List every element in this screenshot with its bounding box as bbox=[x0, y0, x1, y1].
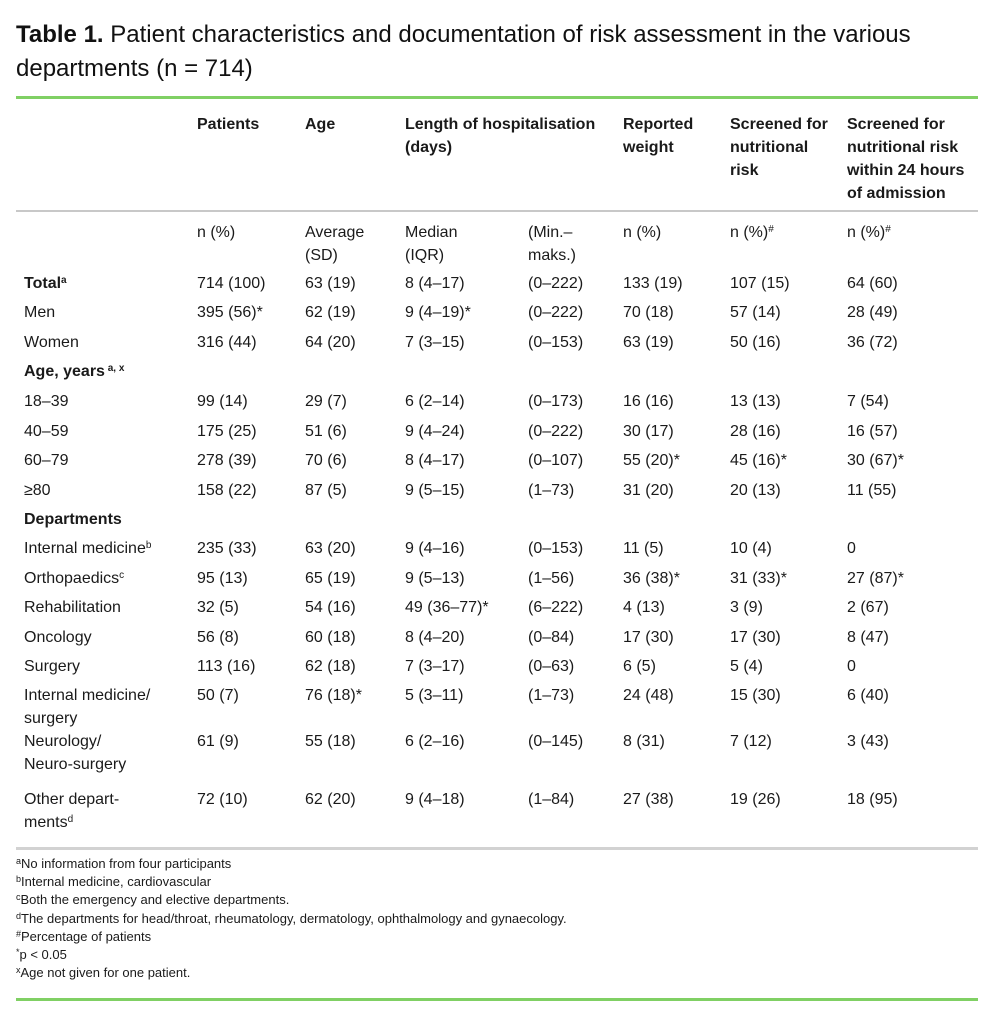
cell-screened: 57 (14) bbox=[730, 304, 781, 321]
cell-screened24: 0 bbox=[847, 540, 856, 557]
cell-weight: 30 (17) bbox=[623, 423, 674, 440]
cell-weight: 31 (20) bbox=[623, 482, 674, 499]
row-label: Oncology bbox=[24, 629, 92, 646]
cell-screened: 15 (30) bbox=[730, 687, 781, 704]
cell-weight: 24 (48) bbox=[623, 687, 674, 704]
cell-screened24: 8 (47) bbox=[847, 629, 889, 646]
cell-minmax: (1–73) bbox=[528, 687, 575, 704]
cell-screened24: 18 (95) bbox=[847, 791, 898, 808]
row-label: 40–59 bbox=[24, 423, 69, 440]
cell-age: 64 (20) bbox=[305, 334, 356, 351]
cell-age: 62 (20) bbox=[305, 791, 356, 808]
cell-screened: 13 (13) bbox=[730, 393, 781, 410]
cell-median: 7 (3–17) bbox=[405, 658, 465, 675]
cell-screened24: 64 (60) bbox=[847, 275, 898, 292]
footnotes bbox=[16, 855, 567, 982]
header-reported-weight: Reported weight bbox=[623, 116, 694, 156]
cell-patients: 61 (9) bbox=[197, 733, 239, 750]
cell-minmax: (0–222) bbox=[528, 304, 584, 321]
cell-minmax: (0–107) bbox=[528, 452, 584, 469]
row-label: Men bbox=[24, 304, 56, 321]
cell-screened: 20 (13) bbox=[730, 482, 781, 499]
cell-median: 9 (4–18) bbox=[405, 791, 465, 808]
row-label: Internal medicine/ surgery bbox=[24, 687, 151, 727]
cell-patients: 235 (33) bbox=[197, 540, 257, 557]
header-patients: Patients bbox=[197, 116, 260, 133]
top-rule bbox=[16, 96, 978, 99]
cell-weight: 70 (18) bbox=[623, 304, 674, 321]
cell-screened: 19 (26) bbox=[730, 791, 781, 808]
cell-age: 51 (6) bbox=[305, 423, 347, 440]
cell-screened24: 6 (40) bbox=[847, 687, 889, 704]
cell-patients: 113 (16) bbox=[197, 658, 256, 675]
header-age: Age bbox=[305, 116, 336, 133]
cell-screened: 28 (16) bbox=[730, 423, 781, 440]
cell-patients: 714 (100) bbox=[197, 275, 266, 292]
cell-weight: 11 (5) bbox=[623, 540, 664, 557]
footnote: $^c$Both the emergency and elective departments. bbox=[16, 892, 290, 908]
subheader-patients: n (%) bbox=[197, 224, 236, 241]
cell-median: 7 (3–15) bbox=[405, 334, 465, 351]
cell-screened24: 28 (49) bbox=[847, 304, 898, 321]
footnote: $^b$Internal medicine, cardiovascular bbox=[16, 874, 212, 890]
cell-weight: 8 (31) bbox=[623, 733, 665, 750]
cell-age: 29 (7) bbox=[305, 393, 347, 410]
cell-patients: 175 (25) bbox=[197, 423, 257, 440]
cell-patients: 50 (7) bbox=[197, 687, 239, 704]
cell-patients: 278 (39) bbox=[197, 452, 257, 469]
cell-minmax: (1–56) bbox=[528, 570, 575, 587]
cell-screened24: 11 (55) bbox=[847, 482, 897, 499]
cell-minmax: (0–222) bbox=[528, 275, 584, 292]
cell-minmax: (1–84) bbox=[528, 791, 575, 808]
subheader-age: Average (SD) bbox=[305, 224, 365, 264]
cell-minmax: (0–222) bbox=[528, 423, 584, 440]
subheader-screened: n (%)# bbox=[730, 224, 774, 241]
cell-weight: 27 (38) bbox=[623, 791, 674, 808]
cell-age: 60 (18) bbox=[305, 629, 356, 646]
row-label: 18–39 bbox=[24, 393, 69, 410]
footnote: $^x$Age not given for one patient. bbox=[16, 965, 191, 981]
cell-age: 55 (18) bbox=[305, 733, 356, 750]
cell-screened24: 7 (54) bbox=[847, 393, 889, 410]
row-label: Surgery bbox=[24, 658, 81, 675]
cell-age: 54 (16) bbox=[305, 599, 356, 616]
cell-weight: 63 (19) bbox=[623, 334, 674, 351]
cell-screened: 17 (30) bbox=[730, 629, 781, 646]
cell-patients: 395 (56)* bbox=[197, 304, 263, 321]
cell-age: 63 (19) bbox=[305, 275, 356, 292]
cell-screened: 3 (9) bbox=[730, 599, 763, 616]
cell-age: 62 (18) bbox=[305, 658, 356, 675]
header-screened: Screened for nutritional risk bbox=[730, 116, 828, 179]
footnote: *p < 0.05 bbox=[16, 947, 67, 963]
cell-screened24: 27 (87)* bbox=[847, 570, 904, 587]
cell-age: 62 (19) bbox=[305, 304, 356, 321]
cell-screened: 5 (4) bbox=[730, 658, 763, 675]
cell-minmax: (0–145) bbox=[528, 733, 584, 750]
cell-median: 8 (4–17) bbox=[405, 452, 465, 469]
cell-patients: 95 (13) bbox=[197, 570, 248, 587]
cell-median: 8 (4–20) bbox=[405, 629, 465, 646]
cell-minmax: (0–63) bbox=[528, 658, 575, 675]
bottom-rule bbox=[16, 998, 978, 1001]
table-caption-text: Patient characteristics and documentation of risk assessment in the various departments (n = 714) bbox=[16, 21, 911, 82]
header-separator bbox=[16, 210, 978, 212]
cell-weight: 17 (30) bbox=[623, 629, 674, 646]
cell-median: 9 (4–24) bbox=[405, 423, 465, 440]
body-bottom-separator bbox=[16, 847, 978, 850]
subheader-screened-24h: n (%)# bbox=[847, 224, 891, 241]
row-label: Orthopaedics$^c$ bbox=[24, 570, 125, 587]
row-label: Women bbox=[24, 334, 79, 351]
row-label: ≥80 bbox=[24, 482, 51, 499]
cell-age: 70 (6) bbox=[305, 452, 347, 469]
cell-minmax: (1–73) bbox=[528, 482, 575, 499]
cell-minmax: (0–153) bbox=[528, 540, 584, 557]
cell-weight: 133 (19) bbox=[623, 275, 683, 292]
footnote: $^a$No information from four participants bbox=[16, 856, 232, 871]
table-caption-label: Table 1. bbox=[16, 21, 104, 48]
cell-age: 76 (18)* bbox=[305, 687, 362, 704]
footnote: #Percentage of patients bbox=[16, 928, 152, 944]
cell-median: 49 (36–77)* bbox=[405, 599, 489, 616]
cell-median: 9 (5–15) bbox=[405, 482, 465, 499]
cell-screened: 10 (4) bbox=[730, 540, 772, 557]
cell-patients: 158 (22) bbox=[197, 482, 257, 499]
subheader-median: Median (IQR) bbox=[405, 224, 458, 264]
cell-patients: 316 (44) bbox=[197, 334, 257, 351]
cell-median: 5 (3–11) bbox=[405, 687, 464, 704]
cell-weight: 4 (13) bbox=[623, 599, 665, 616]
cell-median: 9 (4–19)* bbox=[405, 304, 471, 321]
row-label: Total$^a$ bbox=[24, 275, 67, 292]
cell-weight: 6 (5) bbox=[623, 658, 656, 675]
cell-median: 6 (2–14) bbox=[405, 393, 465, 410]
cell-minmax: (0–173) bbox=[528, 393, 584, 410]
row-label: Internal medicine$^b$ bbox=[24, 540, 152, 557]
cell-weight: 16 (16) bbox=[623, 393, 674, 410]
header-length-of-hospitalisation: Length of hospitalisation (days) bbox=[405, 116, 596, 156]
cell-minmax: (6–222) bbox=[528, 599, 584, 616]
cell-median: 8 (4–17) bbox=[405, 275, 465, 292]
cell-weight: 36 (38)* bbox=[623, 570, 680, 587]
cell-screened: 45 (16)* bbox=[730, 452, 787, 469]
footnote: $^d$The departments for head/throat, rheumatology, dermatology, ophthalmology and gynaecology. bbox=[16, 910, 567, 926]
cell-screened24: 16 (57) bbox=[847, 423, 898, 440]
subheader-weight: n (%) bbox=[623, 224, 662, 241]
row-label: Departments bbox=[24, 511, 122, 528]
cell-patients: 72 (10) bbox=[197, 791, 248, 808]
cell-screened: 50 (16) bbox=[730, 334, 781, 351]
cell-screened24: 36 (72) bbox=[847, 334, 898, 351]
cell-age: 87 (5) bbox=[305, 482, 347, 499]
cell-patients: 32 (5) bbox=[197, 599, 239, 616]
cell-screened: 107 (15) bbox=[730, 275, 790, 292]
subheader-minmax: (Min.– maks.) bbox=[528, 224, 576, 264]
row-label: Other depart- ments$^d$ bbox=[24, 791, 120, 831]
cell-patients: 56 (8) bbox=[197, 629, 239, 646]
cell-weight: 55 (20)* bbox=[623, 452, 680, 469]
header-screened-24h: Screened for nutritional risk within 24 hours of admission bbox=[847, 116, 965, 202]
table-caption bbox=[16, 18, 976, 86]
cell-median: 6 (2–16) bbox=[405, 733, 465, 750]
row-label: 60–79 bbox=[24, 452, 69, 469]
cell-age: 63 (20) bbox=[305, 540, 356, 557]
cell-median: 9 (5–13) bbox=[405, 570, 465, 587]
cell-minmax: (0–153) bbox=[528, 334, 584, 351]
row-label: Neurology/ Neuro-surgery bbox=[24, 733, 127, 773]
cell-screened24: 30 (67)* bbox=[847, 452, 904, 469]
cell-median: 9 (4–16) bbox=[405, 540, 465, 557]
cell-age: 65 (19) bbox=[305, 570, 356, 587]
cell-screened24: 3 (43) bbox=[847, 733, 889, 750]
row-label: Rehabilitation bbox=[24, 599, 121, 616]
cell-patients: 99 (14) bbox=[197, 393, 248, 410]
cell-screened24: 2 (67) bbox=[847, 599, 889, 616]
cell-screened24: 0 bbox=[847, 658, 856, 675]
cell-screened: 31 (33)* bbox=[730, 570, 787, 587]
cell-minmax: (0–84) bbox=[528, 629, 575, 646]
row-label: Age, years $^{a, x}$ bbox=[24, 363, 125, 380]
cell-screened: 7 (12) bbox=[730, 733, 772, 750]
